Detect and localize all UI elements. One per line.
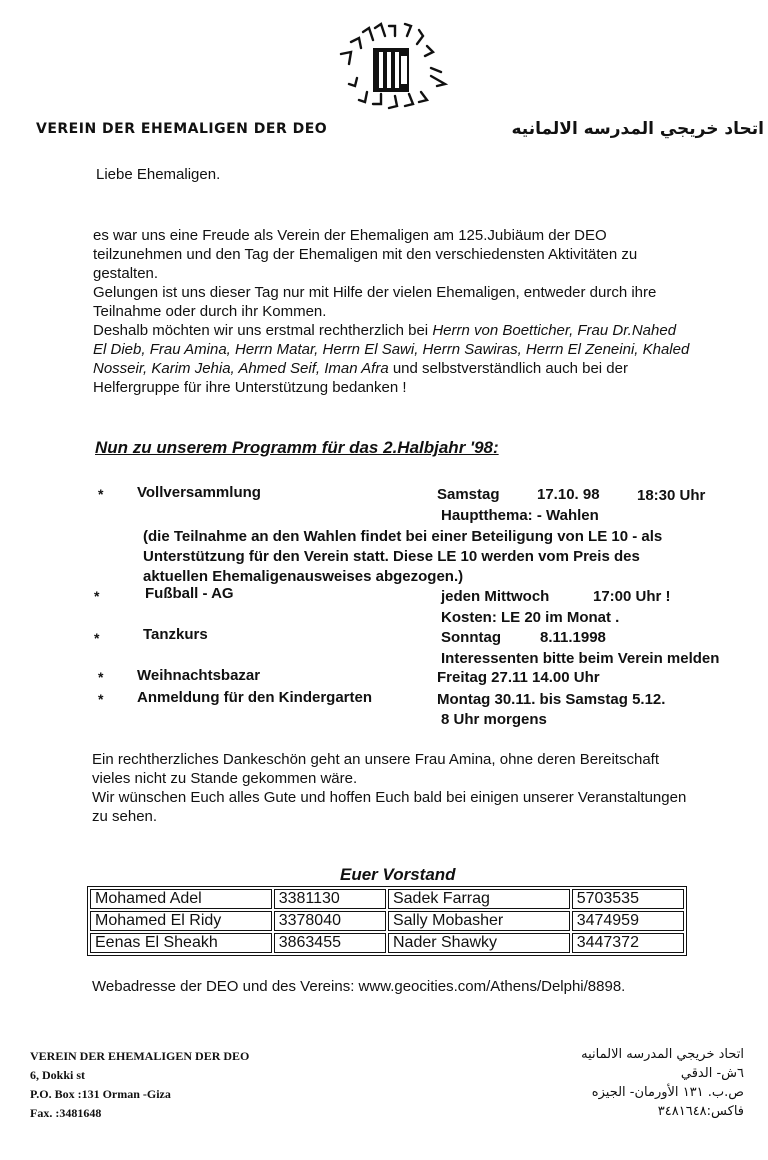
footer-line: P.O. Box :131 Orman -Giza bbox=[30, 1087, 171, 1101]
thanks-names: Nosseir, Karim Jehia, Ahmed Seif, Iman Afra bbox=[93, 360, 389, 377]
footer-line: فاكس:٣٤٨١٦٤٨ bbox=[657, 1104, 744, 1119]
program-item-time: 18:30 Uhr bbox=[637, 487, 706, 504]
deo-logo-icon bbox=[335, 22, 455, 112]
board-phone: 3474959 bbox=[572, 911, 684, 931]
bullet: * bbox=[94, 630, 100, 646]
closing-paragraph bbox=[92, 750, 768, 826]
bullet: * bbox=[94, 588, 100, 604]
board-title: Euer Vorstand bbox=[340, 865, 456, 884]
board-name: Sally Mobasher bbox=[388, 911, 570, 931]
closing-line: zu sehen. bbox=[92, 808, 158, 825]
org-name-german: VEREIN DER EHEMALIGEN DER DEO bbox=[36, 121, 328, 137]
program-item-name: Vollversammlung bbox=[137, 484, 261, 501]
intro-line bbox=[93, 340, 768, 359]
intro-line bbox=[93, 359, 768, 378]
org-name-arabic: اتحاد خريجي المدرسه الالمانيه bbox=[511, 119, 764, 139]
footer-line: VEREIN DER EHEMALIGEN DER DEO bbox=[30, 1049, 250, 1063]
program-item-day: Montag 30.11. bis Samstag 5.12. bbox=[437, 691, 666, 708]
program-item-name: Weihnachtsbazar bbox=[137, 667, 261, 684]
intro-line: Gelungen ist uns dieser Tag nur mit Hilfe der vielen Ehemaligen, entweder durch ihre bbox=[93, 284, 657, 301]
table-row bbox=[90, 911, 684, 931]
program-item-day: Samstag bbox=[437, 486, 500, 503]
program-item-name: Fußball - AG bbox=[145, 585, 234, 602]
closing-line: vieles nicht zu Stande gekommen wäre. bbox=[92, 770, 358, 787]
board-table bbox=[87, 886, 687, 956]
footer-line: ص.ب. ١٣١ الأورمان- الجيزه bbox=[591, 1085, 744, 1100]
program-item-date: 8.11.1998 bbox=[540, 629, 606, 646]
footer-line: 6, Dokki st bbox=[30, 1068, 86, 1082]
board-name: Nader Shawky bbox=[388, 933, 570, 953]
intro-line-start: Deshalb möchten wir uns erstmal rechtherzlich bei bbox=[93, 322, 429, 339]
thanks-names: El Dieb, Frau Amina, Herrn Matar, Herrn El Sawi, Herrn Sawiras, Herrn El Zeneini, Khaled bbox=[93, 341, 690, 358]
board-phone: 5703535 bbox=[572, 889, 684, 909]
program-title: Nun zu unserem Programm für das 2.Halbjahr '98: bbox=[95, 438, 499, 457]
program-item-day: Sonntag bbox=[441, 629, 501, 646]
intro-line: gestalten. bbox=[93, 265, 159, 282]
greeting: Liebe Ehemaligen. bbox=[96, 166, 221, 183]
program-item-date: 17.10. 98 bbox=[537, 486, 600, 503]
footer-line: Fax. :3481648 bbox=[30, 1106, 102, 1120]
footer-address-arabic bbox=[581, 1045, 744, 1121]
footer-line: اتحاد خريجي المدرسه الالمانيه bbox=[581, 1047, 744, 1062]
thanks-names: Herrn von Boetticher, Frau Dr.Nahed bbox=[432, 322, 677, 339]
board-name: Mohamed Adel bbox=[90, 889, 272, 909]
program-item-time: 17:00 Uhr ! bbox=[593, 588, 671, 605]
intro-line: Teilnahme oder durch ihr Kommen. bbox=[93, 303, 327, 320]
program-item-day: jeden Mittwoch bbox=[441, 588, 550, 605]
bullet: * bbox=[98, 669, 104, 685]
footer-line: ٦ش- الدقي bbox=[680, 1066, 744, 1081]
program-note-line: Unterstützung für den Verein statt. Diese LE 10 werden vom Preis des bbox=[143, 548, 640, 565]
program-item-extra: Interessenten bitte beim Verein melden bbox=[441, 650, 720, 667]
program-item-day: Freitag 27.11 14.00 Uhr bbox=[437, 669, 600, 686]
program-item-extra: 8 Uhr morgens bbox=[441, 711, 547, 728]
table-row bbox=[90, 933, 684, 953]
intro-line: teilzunehmen und den Tag der Ehemaligen mit den verschiedensten Aktivitäten zu bbox=[93, 246, 638, 263]
intro-line: Helfergruppe für ihre Unterstützung bedanken ! bbox=[93, 379, 407, 396]
program-note-line: aktuellen Ehemaligenausweises abgezogen.) bbox=[143, 568, 464, 585]
program-item-name: Tanzkurs bbox=[143, 626, 208, 643]
intro-line: es war uns eine Freude als Verein der Ehemaligen am 125.Jubiäum der DEO bbox=[93, 227, 607, 244]
board-phone: 3381130 bbox=[274, 889, 386, 909]
web-address: Webadresse der DEO und des Vereins: www.geocities.com/Athens/Delphi/8898. bbox=[92, 978, 626, 995]
program-item-name: Anmeldung für den Kindergarten bbox=[137, 689, 373, 706]
closing-line: Wir wünschen Euch alles Gute und hoffen Euch bald bei einigen unserer Veranstaltungen bbox=[92, 789, 687, 806]
board-phone: 3447372 bbox=[572, 933, 684, 953]
footer-address-german bbox=[30, 1047, 249, 1123]
board-name: Sadek Farrag bbox=[388, 889, 570, 909]
program-note-line: (die Teilnahme an den Wahlen findet bei einer Beteiligung von LE 10 - als bbox=[143, 528, 663, 545]
table-row bbox=[90, 889, 684, 909]
bullet: * bbox=[98, 486, 104, 502]
board-phone: 3863455 bbox=[274, 933, 386, 953]
intro-line-end: und selbstverständlich auch bei der bbox=[392, 360, 628, 377]
program-item-extra: Hauptthema: - Wahlen bbox=[441, 507, 599, 524]
closing-line: Ein rechtherzliches Dankeschön geht an unsere Frau Amina, ohne deren Bereitschaft bbox=[92, 751, 659, 768]
board-phone: 3378040 bbox=[274, 911, 386, 931]
intro-paragraph bbox=[93, 226, 768, 397]
board-name: Mohamed El Ridy bbox=[90, 911, 272, 931]
bullet: * bbox=[98, 691, 104, 707]
program-note bbox=[143, 527, 662, 587]
board-name: Eenas El Sheakh bbox=[90, 933, 272, 953]
program-item-extra: Kosten: LE 20 im Monat . bbox=[441, 609, 620, 626]
intro-line bbox=[93, 321, 768, 340]
